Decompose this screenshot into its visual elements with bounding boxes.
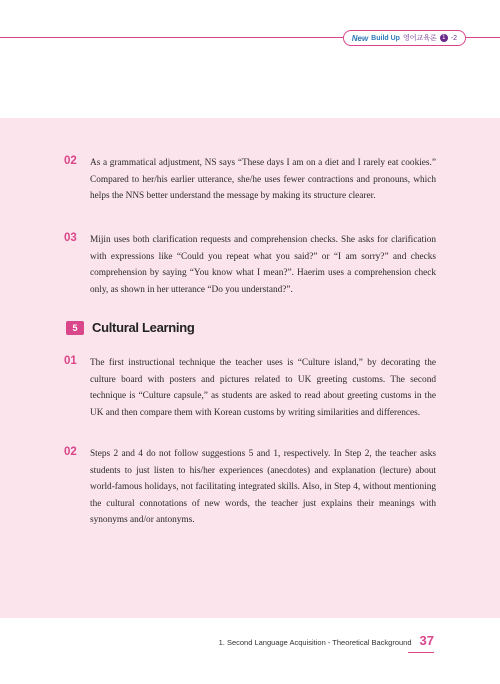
section-number: 5: [66, 321, 84, 335]
answer-item: [66, 155, 436, 205]
answer-text: The first instructional technique the teacher uses is “Culture island,” by decorating the culture board with posters and pictures related to UK greeting customs. The second technique is “Culture capsule,” as students are asked to read about greeting customs in the UK and then compare them with Korean customs by writing similarities and differences.: [90, 358, 436, 418]
section-heading: [66, 320, 195, 335]
answer-number: 03: [64, 232, 77, 244]
section-title: Cultural Learning: [92, 320, 195, 335]
series-build-up-label: Build Up: [371, 34, 400, 42]
answer-text: Mijin uses both clarification requests and comprehension checks. She asks for clarification with expressions like “Could you repeat what you said?” or “I am sorry?” and checks comprehension by saying “You know what I mean?”. Haerim uses a comprehension check only, as shown in her utterance “Do you understand?”.: [90, 235, 436, 295]
answer-text: Steps 2 and 4 do not follow suggestions 5 and 1, respectively. In Step 2, the teacher asks students to just listen to his/her experiences (anecdotes) and explanation (lecture) about world-famous holidays, not facilitating integrated skills. Also, in Step 4, without mentioning the cultural connotations of new words, the teacher just explains their meanings with synonyms and/or antonyms.: [90, 449, 436, 525]
chapter-label: 1. Second Language Acquisition - Theoretical Background: [218, 638, 412, 647]
answer-item: [66, 446, 436, 529]
answer-number: 02: [64, 155, 77, 167]
series-new-label: New: [351, 33, 369, 43]
answer-item: [66, 355, 436, 421]
volume-mark: 1: [440, 34, 448, 42]
answer-number: 02: [64, 446, 77, 458]
answer-text: As a grammatical adjustment, NS says “These days I am on a diet and I rarely eat cookies.” Compared to her/his earlier utterance, she/he uses fewer contractions and pronouns, which helps the NNS better understand the message by making its structure clearer.: [90, 158, 436, 201]
answer-item: [66, 232, 436, 298]
volume-suffix: -2: [450, 34, 457, 42]
page-number-underline: [408, 652, 434, 653]
answer-number: 01: [64, 355, 77, 367]
page-footer: [219, 633, 434, 648]
page-number: 37: [419, 633, 434, 648]
series-title: 영어교육론: [402, 35, 437, 42]
series-badge: [343, 30, 466, 46]
